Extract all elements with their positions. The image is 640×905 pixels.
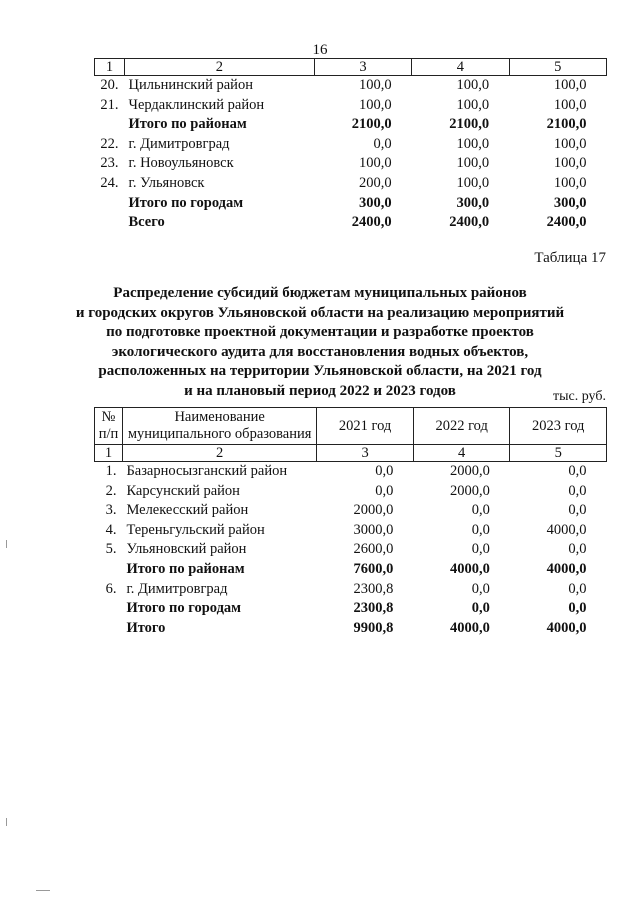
table-label: Таблица 17 [534, 250, 606, 266]
row-number: 24. [100, 174, 119, 191]
row-value-2022: 100,0 [456, 96, 490, 113]
table-row [95, 482, 607, 502]
row-value-2021: 2600,0 [353, 541, 394, 558]
header-year-2023: 2023 год [510, 408, 607, 445]
column-number: 1 [95, 59, 125, 76]
row-value-2023: 4000,0 [546, 521, 587, 538]
row-value-2022: 0,0 [471, 580, 490, 597]
header-text: п/п [98, 426, 119, 442]
row-value-2023: 2400,0 [546, 214, 587, 231]
table-row [95, 462, 607, 482]
row-value-2021: 100,0 [359, 96, 392, 113]
row-name: Цильнинский район [128, 77, 253, 93]
title-line: экологического аудита для восстановления водных объектов, [111, 343, 529, 360]
row-value-2022: 0,0 [471, 502, 490, 519]
header-text: № [101, 409, 116, 425]
title-line: и на плановый период 2022 и 2023 годов [184, 382, 456, 399]
header-name-cell [122, 408, 316, 445]
row-value-2021: 300,0 [359, 194, 392, 211]
column-number: 3 [314, 59, 411, 76]
row-value-2021: 2100,0 [351, 116, 392, 133]
table-row [95, 580, 607, 600]
row-name: Итого [126, 619, 166, 636]
table-row [95, 154, 607, 174]
row-value-2023: 0,0 [568, 580, 587, 597]
row-value-2021: 0,0 [373, 135, 392, 152]
row-name: Ульяновский район [126, 541, 247, 558]
table-row [95, 174, 607, 194]
table-row [95, 540, 607, 560]
row-value-2022: 100,0 [456, 135, 490, 152]
row-value-2021: 9900,8 [353, 619, 394, 636]
row-name: Итого по городам [126, 600, 242, 617]
row-value-2022: 0,0 [471, 541, 490, 558]
table-row [95, 96, 607, 116]
table-17 [94, 407, 607, 638]
row-value-2023: 2100,0 [546, 116, 587, 133]
row-value-2023: 100,0 [553, 174, 587, 191]
row-number [95, 560, 123, 580]
row-value-2023: 0,0 [568, 502, 587, 519]
row-name: Итого по районам [128, 116, 247, 133]
table-header-row [95, 408, 607, 445]
title-line: расположенных на территории Ульяновской области, на 2021 год [98, 363, 542, 380]
page-number: 16 [312, 42, 328, 58]
row-value-2023: 0,0 [568, 541, 587, 558]
row-number [95, 619, 123, 639]
row-number: 3. [105, 502, 117, 519]
row-number [95, 213, 125, 233]
row-name: г. Новоульяновск [128, 155, 234, 172]
scan-mark [6, 540, 7, 548]
table-row [95, 135, 607, 155]
row-value-2023: 100,0 [553, 135, 587, 152]
row-value-2023: 100,0 [553, 96, 587, 113]
header-year-2021: 2021 год [317, 408, 414, 445]
row-value-2022: 2100,0 [449, 116, 490, 133]
row-value-2022: 100,0 [456, 77, 490, 93]
header-text: муниципального образования [127, 426, 312, 442]
table-row [95, 213, 607, 233]
table-row [95, 560, 607, 580]
row-value-2023: 4000,0 [546, 560, 587, 577]
row-value-2023: 100,0 [553, 155, 587, 172]
table-row [95, 501, 607, 521]
row-number [95, 194, 125, 214]
row-name: Итого по городам [128, 194, 244, 211]
table-row [95, 599, 607, 619]
row-number: 1. [105, 463, 117, 479]
row-value-2023: 300,0 [553, 194, 587, 211]
row-value-2021: 0,0 [375, 482, 394, 499]
scan-mark [6, 818, 7, 826]
row-name: Карсунский район [126, 482, 240, 499]
column-number: 5 [510, 445, 607, 462]
row-value-2022: 100,0 [456, 155, 490, 172]
row-value-2023: 0,0 [568, 482, 587, 499]
row-value-2021: 0,0 [375, 463, 394, 479]
row-value-2021: 3000,0 [353, 521, 394, 538]
column-number: 2 [122, 445, 316, 462]
table-column-number-row [95, 59, 607, 76]
column-number: 1 [95, 445, 123, 462]
table-1-continuation [94, 58, 607, 233]
row-number: 4. [105, 521, 117, 538]
row-value-2023: 0,0 [568, 600, 587, 617]
row-value-2022: 4000,0 [450, 619, 490, 636]
table-row [95, 619, 607, 639]
table-column-number-row [95, 445, 607, 462]
row-name: Всего [128, 214, 165, 231]
row-number: 21. [100, 96, 119, 113]
row-value-2022: 0,0 [471, 600, 490, 617]
row-number: 6. [105, 580, 117, 597]
row-value-2022: 4000,0 [450, 560, 490, 577]
row-name: г. Димитровград [128, 135, 230, 152]
row-name: Итого по районам [126, 560, 245, 577]
column-number: 2 [125, 59, 315, 76]
row-value-2021: 2300,8 [353, 580, 394, 597]
row-name: Чердаклинский район [128, 96, 265, 113]
header-number-cell [95, 408, 123, 445]
row-value-2023: 100,0 [553, 77, 587, 93]
scan-mark [36, 890, 50, 891]
table-row [95, 115, 607, 135]
header-year-2022: 2022 год [413, 408, 510, 445]
table-row [95, 194, 607, 214]
unit-label: тыс. руб. [553, 389, 606, 404]
table-row [95, 521, 607, 541]
row-name: Тереньгульский район [126, 521, 265, 538]
column-number: 5 [509, 59, 606, 76]
column-number: 3 [317, 445, 414, 462]
row-value-2021: 7600,0 [353, 560, 394, 577]
row-value-2023: 0,0 [568, 463, 587, 479]
row-number [95, 599, 123, 619]
row-value-2022: 2000,0 [450, 463, 490, 479]
title-line: и городских округов Ульяновской области на реализацию мероприятий [75, 304, 565, 321]
row-value-2022: 100,0 [456, 174, 490, 191]
row-value-2022: 0,0 [471, 521, 490, 538]
row-value-2021: 2400,0 [351, 214, 392, 231]
column-number: 4 [413, 445, 510, 462]
row-value-2021: 200,0 [359, 174, 392, 191]
row-number [95, 115, 125, 135]
title-line: по подготовке проектной документации и разработке проектов [106, 324, 534, 341]
row-name: Базарносызганский район [126, 463, 288, 479]
table-title [60, 284, 580, 402]
row-value-2021: 2000,0 [353, 502, 394, 519]
row-number: 5. [105, 541, 117, 558]
row-number: 23. [100, 155, 119, 172]
title-line: Распределение субсидий бюджетам муниципальных районов [113, 285, 527, 301]
row-value-2022: 2400,0 [449, 214, 490, 231]
row-value-2021: 100,0 [359, 155, 392, 172]
header-text: Наименование [174, 409, 265, 425]
column-number: 4 [412, 59, 509, 76]
row-number: 20. [100, 77, 119, 93]
row-number: 22. [100, 135, 119, 152]
table-row [95, 76, 607, 96]
row-name: Мелекесский район [126, 502, 249, 519]
row-name: г. Ульяновск [128, 174, 205, 191]
row-value-2022: 300,0 [456, 194, 490, 211]
row-value-2022: 2000,0 [450, 482, 490, 499]
row-name: г. Димитровград [126, 580, 228, 597]
row-value-2021: 2300,8 [353, 600, 394, 617]
row-value-2023: 4000,0 [546, 619, 587, 636]
row-number: 2. [105, 482, 117, 499]
row-value-2021: 100,0 [359, 77, 392, 93]
